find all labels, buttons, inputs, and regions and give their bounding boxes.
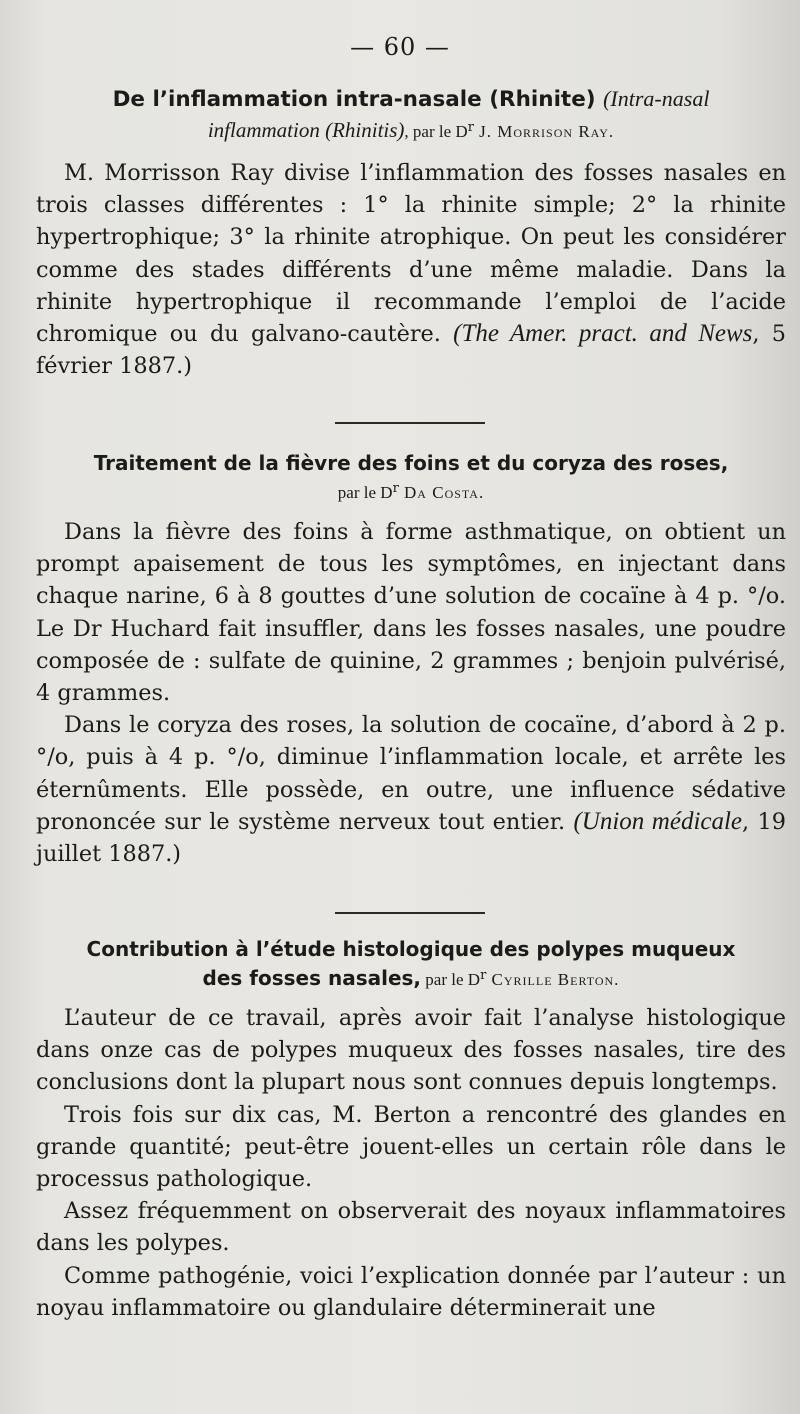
article-body (36, 1002, 786, 1324)
citation-source: (Union médicale (573, 807, 743, 835)
paragraph-text: M. Morrisson Ray divise l’inflammation des fosses nasales en trois classes différentes : 1° la rhinite simple; 2° la rhinite hypertrophique; 3° la rhinite atrophique. On peut les considérer comme des stades différents d’une même maladie. Dans la rhinite hypertrophique il recommande l’emploi de l’acide chromique ou du galvano-cautère. (36, 160, 786, 348)
section-divider (335, 422, 485, 424)
paragraph: L’auteur de ce travail, après avoir fait l’analyse histologique dans onze cas de polypes muqueux des fosses nasales, tire des conclusions dont la plupart nous sont connues depuis longtemps. (36, 1005, 786, 1096)
paragraph (36, 157, 786, 382)
article-title: Contribution à l’étude histologique des polypes muqueux (86, 937, 736, 961)
byline-author: Cyrille Berton. (486, 970, 620, 989)
article-body (36, 516, 786, 870)
article-polypes (36, 934, 786, 1324)
article-byline (36, 964, 786, 994)
title-english: (Intra-nasal (603, 86, 710, 111)
citation-date: , 19 juillet 1887.) (36, 808, 787, 868)
byline-sup: r (392, 481, 399, 496)
paragraph (36, 709, 786, 870)
title-text: De l’inflammation intra-nasale (Rhinite) (112, 87, 604, 112)
title-text-cont: des fosses nasales, (202, 966, 422, 990)
byline-sup: r (480, 968, 487, 983)
article-body (36, 157, 786, 382)
article-byline (36, 478, 786, 506)
byline-author: J. Morrison Ray. (473, 122, 615, 141)
citation-source: (The Amer. pract. and News (453, 320, 753, 348)
title-english-cont: inflammation (Rhinitis) (207, 118, 405, 142)
paragraph: Trois fois sur dix cas, M. Berton a rencontré des glandes en grande quantité; peut-être jouent-elles un certain rôle dans le processus pathologique. (36, 1101, 786, 1193)
byline-prefix: par le D (337, 483, 393, 502)
citation-date: , 5 février 1887.) (36, 321, 786, 380)
article-rhinite (36, 84, 786, 382)
article-title (36, 84, 786, 115)
article-fievre-des-foins (36, 448, 786, 870)
section-divider (335, 912, 485, 914)
byline-sup: r (467, 120, 474, 135)
paragraph-text: Dans le coryza des roses, la solution de cocaïne, d’abord à 2 p. °/o, puis à 4 p. °/o, diminue l’inflammation locale, et arrête les éternûments. Elle possède, en outre, une influence sédative prononcée sur le système nerveux tout entier. (36, 712, 786, 835)
article-title: Traitement de la fièvre des foins et du coryza des roses, (93, 451, 729, 475)
paragraph: Assez fréquemment on observerait des noyaux inflammatoires dans les polypes. (36, 1198, 786, 1257)
paragraph: Dans la fièvre des foins à forme asthmatique, on obtient un prompt apaisement de tous les symptômes, en injectant dans chaque narine, 6 à 8 gouttes d’une solution de cocaïne à 4 p. °/o. Le Dr Huchard fait insuffler, dans les fosses nasales, une poudre composée de : sulfate de quinine, 2 grammes ; benjoin pulvérisé, 4 grammes. (36, 519, 786, 707)
byline-author: Da Costa. (398, 483, 485, 502)
page-number: — 60 — (350, 33, 450, 61)
paragraph: Comme pathogénie, voici l’explication donnée par l’auteur : un noyau inflammatoire ou glandulaire déterminerait une (36, 1262, 786, 1321)
article-byline (36, 115, 786, 147)
byline-prefix: , par le D (404, 122, 468, 141)
byline-prefix: par le D (421, 970, 481, 989)
